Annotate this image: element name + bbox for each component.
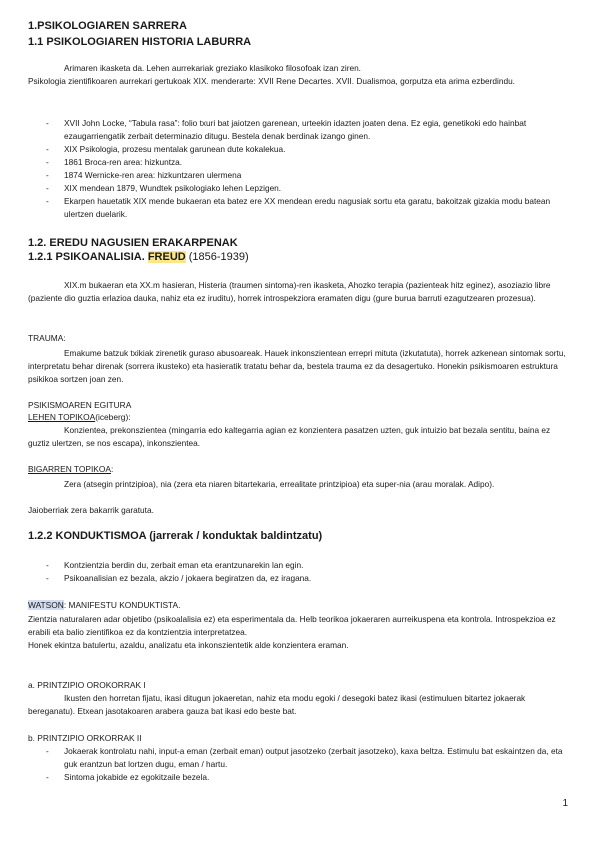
list-item: - Kontzientzia berdin du, zerbait eman eta erantzunarekin lan egin.	[28, 559, 573, 572]
heading-chapter: 1.PSIKOLOGIAREN SARRERA	[28, 20, 187, 32]
list-item: - 1861 Broca-ren area: hizkuntza.	[28, 156, 573, 169]
heading-behaviorism-sub: (jarrerak / konduktak baldintzatu)	[146, 530, 323, 542]
heading-behaviorism-title: 1.2.2 KONDUKTISMOA	[28, 530, 147, 542]
history-list	[28, 117, 573, 221]
first-topic-label	[28, 412, 131, 422]
heading-models: 1.2. EREDU NAGUSIEN ERAKARPENAK	[28, 237, 238, 249]
freud-highlight: FREUD	[147, 251, 186, 263]
principles-two-label: b. PRINTZIPIO ORKORRAK II	[28, 733, 142, 743]
page-number: 1	[562, 798, 568, 809]
paragraph-trauma: Emakume batzuk txikiak zirenetik guraso abusoareak. Hauek inkonszientean errepri mituta (izkutatuta), horrek azkenean sintomak sortu, interpretatu behar direnak (sorrera ikusteko) eta hasieratik tratatu behar da, bestela trauma ez da desagertuko. Honekin psikismoaren estruktura psikikoa sortzen joan zen.	[28, 348, 566, 384]
watson-highlight: WATSON	[28, 600, 64, 610]
paragraph-intro-1: Arimaren ikasketa da. Lehen aurrekariak greziako klasikoko filosofoak izan ziren.	[64, 63, 361, 73]
list-item: - Psikoanalisian ez bezala, akzio / jokaera begiratzen da, ez iragana.	[28, 572, 573, 585]
paragraph-watson-2: Honek ekintza batulertu, azaldu, analizatu eta inkonszientetik alde konzientera eraman.	[28, 640, 349, 650]
paragraph-second-topic: Zera (atsegin printzipioa), nia (zera eta niaren bitartekaria, errealitate printzipioa) eta super-nia (arau moralak. Adipo).	[64, 479, 495, 489]
paragraph-psychoanalysis: XIX.m bukaeran eta XX.m hasieran, Histeria (traumen sintoma)-ren ikasketa, Ahozko terapia (pazienteak hitz eginez), asoziazio libre (paziente dio guztia erlazioa dauka, nahiz eta ez iruditu), horrek introspekziora eramaten digu (gure burua barruti ezagutzearen prozesua).	[28, 280, 551, 303]
second-topic-suffix: :	[111, 464, 114, 474]
paragraph-principles-one: Ikusten den horretan fijatu, ikasi ditugun jokaeretan, nahiz eta modu egoki / desegoki batez ikasi (estimuluen bitartez jokaerak bereganatu). Etxean jasotakoaren arabera gauza bat ikasi edo beste bat.	[28, 693, 526, 716]
list-item: - Sintoma jokabide ez egokitzaile bezela.	[28, 771, 573, 784]
heading-behaviorism	[28, 530, 322, 542]
watson-label	[28, 600, 180, 610]
structure-label: PSIKISMOAREN EGITURA	[28, 400, 132, 410]
freud-years: (1856-1939)	[185, 251, 249, 263]
first-topic-title: LEHEN TOPIKOA	[28, 412, 96, 422]
paragraph-intro-2: Psikologia zientifikoaren aurrekari gertukoak XIX. menderarte: XVII Rene Decartes. XVII. Dualismoa, gorputza eta arima ezberdindu.	[28, 76, 515, 86]
principles-one-label: a. PRINTZIPIO OROKORRAK I	[28, 680, 146, 690]
paragraph-newborn: Jaioberriak zera bakarrik garatuta.	[28, 505, 154, 515]
second-topic-title: BIGARREN TOPIKOA	[28, 464, 111, 474]
list-item: - 1874 Wernicke-ren area: hizkuntzaren ulermena	[28, 169, 573, 182]
list-item: - XIX Psikologia, prozesu mentalak garunean dute kokalekua.	[28, 143, 573, 156]
watson-rest: : MANIFESTU KONDUKTISTA.	[63, 600, 181, 610]
behaviorism-list	[28, 559, 573, 585]
heading-history: 1.1 PSIKOLOGIAREN HISTORIA LABURRA	[28, 36, 252, 48]
paragraph-first-topic: Konzientea, prekonszientea (mingarria edo kaltegarria agian ez konzientera pasatzen uzten, guk intuizio bat bezala sentitu, baina ez guztiz ulertzen, se nos escapa), inkonszientea.	[28, 425, 551, 448]
heading-psychoanalysis	[28, 251, 249, 263]
list-item: - XVII John Locke, “Tabula rasa”: folio txuri bat jaiotzen garenean, urteekin idazten joaten dena. Ez egia, genetikoki edo hainbat ezaugarriengatik zerbait determinazio ditugu. Bestela denak berdinak izango ginen.	[28, 117, 573, 143]
trauma-label: TRAUMA:	[28, 333, 66, 343]
list-item: - XIX mendean 1879, Wundtek psikologiako lehen Lepzigen.	[28, 182, 573, 195]
first-topic-suffix: (iceberg):	[95, 412, 131, 422]
paragraph-watson-1: Zientzia naturalaren adar objetibo (psikoalalisia ez) eta esperimentala da. Helb teorikoa jokaeraren aurreikuspena eta kontrola. Introspekzioa ez erabili eta balio zientifikoa ez da kontzientzia interpretatzea.	[28, 614, 556, 637]
list-item: - Ekarpen hauetatik XIX mende bukaeran eta batez ere XX mendean eredu nagusiak sortu eta garatu, bakoitzak gizakia modu batean ulertzen duelarik.	[28, 195, 573, 221]
list-item: - Jokaerak kontrolatu nahi, input-a eman (zerbait eman) output jasotzeko (zerbait jasotzeko), kaxa beltza. Estimulu bat eskaintzen da, eta guk erantzun bat lortzen dugu, eman / hartu.	[28, 745, 573, 771]
second-topic-label	[28, 464, 113, 474]
principles-two-list	[28, 745, 573, 784]
heading-psychoanalysis-prefix: 1.2.1 PSIKOANALISIA.	[28, 251, 148, 263]
